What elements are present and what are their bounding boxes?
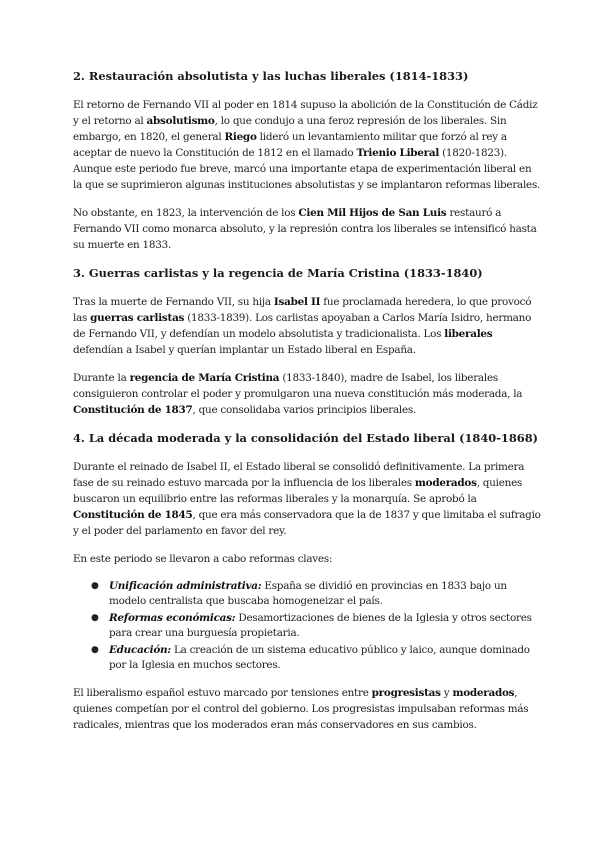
bold-term: progresistas bbox=[371, 687, 441, 699]
paragraph bbox=[73, 551, 542, 567]
text-run: lideró un levantamiento militar que forzó al rey a aceptar de nuevo la Constitución de 1812 en el llamado bbox=[73, 131, 507, 159]
text-run: y bbox=[440, 687, 453, 699]
list-item bbox=[73, 579, 542, 609]
text-run: (1833-1840), madre de Isabel, los liberales consiguieron controlar el poder y promulgaron una nueva constitución más moderada, la bbox=[73, 372, 523, 400]
text-run: defendían a Isabel y querían implantar un Estado liberal en España. bbox=[73, 344, 416, 356]
list-item-text: España se dividió en provincias en 1833 bajo un modelo centralista que buscaba homogeneizar el país. bbox=[109, 580, 507, 607]
text-run: El liberalismo español estuvo marcado por tensiones entre bbox=[73, 687, 372, 699]
list-item-label: Reformas económicas: bbox=[109, 612, 236, 624]
paragraph-closing bbox=[73, 685, 542, 733]
text-run: , lo que condujo a una feroz represión de los liberales. Sin embargo, en 1820, el general bbox=[73, 115, 507, 143]
bold-term: Riego bbox=[224, 131, 257, 143]
text-run: fue proclamada heredera, lo que provocó las bbox=[73, 296, 532, 324]
bold-term: liberales bbox=[444, 328, 493, 340]
list-item-label: Unificación administrativa: bbox=[109, 580, 262, 592]
reform-list bbox=[73, 579, 542, 673]
text-run: (1820-1823). Aunque este periodo fue breve, marcó una importante etapa de experimentación liberal en la que se suprimieron algunas instituciones absolutistas y se implantaron reformas liberales. bbox=[73, 147, 541, 191]
list-item-text: La creación de un sistema educativo público y laico, aunque dominado por la Iglesia en muchos sectores. bbox=[109, 644, 530, 671]
paragraph bbox=[73, 97, 542, 193]
text-run: , quienes buscaron un equilibrio entre las reformas liberales y la monarquía. Se aprobó la bbox=[73, 477, 523, 505]
section-heading-decada-moderada: 4. La década moderada y la consolidación del Estado liberal (1840-1868) bbox=[73, 431, 539, 445]
list-item bbox=[73, 611, 542, 641]
text-run: El retorno de Fernando VII al poder en 1814 supuso la abolición de la Constitución de Cádiz y el retorno al bbox=[73, 99, 538, 127]
bullet-icon: ● bbox=[91, 645, 99, 655]
bold-term: Trienio Liberal bbox=[356, 147, 440, 159]
text-run: , que consolidaba varios principios liberales. bbox=[192, 404, 417, 416]
bold-term: Constitución de 1845 bbox=[73, 509, 193, 521]
text-run: Durante la bbox=[73, 372, 130, 384]
text-run: Durante el reinado de Isabel II, el Estado liberal se consolidó definitivamente. La primera fase de su reinado estuvo marcada por la influencia de los liberales bbox=[73, 461, 525, 489]
list-item bbox=[73, 643, 542, 673]
text-run: restauró a Fernando VII como monarca absoluto, y la represión contra los liberales se intensificó hasta su muerte en 1833. bbox=[73, 207, 537, 251]
list-item-text: Desamortizaciones de bienes de la Iglesia y otros sectores para crear una burguesía propietaria. bbox=[109, 612, 532, 639]
section-heading-guerras-carlistas: 3. Guerras carlistas y la regencia de María Cristina (1833-1840) bbox=[73, 266, 483, 280]
bold-term: moderados bbox=[452, 687, 515, 699]
bullet-icon: ● bbox=[91, 581, 99, 591]
text-run: Tras la muerte de Fernando VII, su hija bbox=[73, 296, 274, 308]
text-run: , quienes competían por el control del gobierno. Los progresistas impulsaban reformas más radicales, mientras que los moderados eran más conservadores en sus cambios. bbox=[73, 687, 529, 731]
paragraph bbox=[73, 459, 542, 539]
bold-term: absolutismo bbox=[146, 115, 215, 127]
text-run: En este periodo se llevaron a cabo reformas claves: bbox=[73, 553, 333, 565]
bold-term: guerras carlistas bbox=[90, 312, 185, 324]
section-heading-restauracion: 2. Restauración absolutista y las luchas liberales (1814-1833) bbox=[73, 69, 469, 83]
paragraph bbox=[73, 370, 542, 418]
bullet-icon: ● bbox=[91, 613, 99, 623]
text-run: (1833-1839). Los carlistas apoyaban a Carlos María Isidro, hermano de Fernando VII, y defendían un modelo absolutista y tradicionalista. Los bbox=[73, 312, 532, 340]
bold-term: moderados bbox=[414, 477, 477, 489]
bold-term: Cien Mil Hijos de San Luis bbox=[298, 207, 447, 219]
list-item-label: Educación: bbox=[109, 644, 171, 656]
text-run: No obstante, en 1823, la intervención de los bbox=[73, 207, 299, 219]
bold-term: Isabel II bbox=[273, 296, 321, 308]
bold-term: Constitución de 1837 bbox=[73, 404, 193, 416]
bold-term: regencia de María Cristina bbox=[129, 372, 280, 384]
paragraph bbox=[73, 294, 542, 358]
paragraph bbox=[73, 205, 542, 253]
text-run: , que era más conservadora que la de 1837 y que limitaba el sufragio y el poder del parlamento en favor del rey. bbox=[73, 509, 541, 537]
